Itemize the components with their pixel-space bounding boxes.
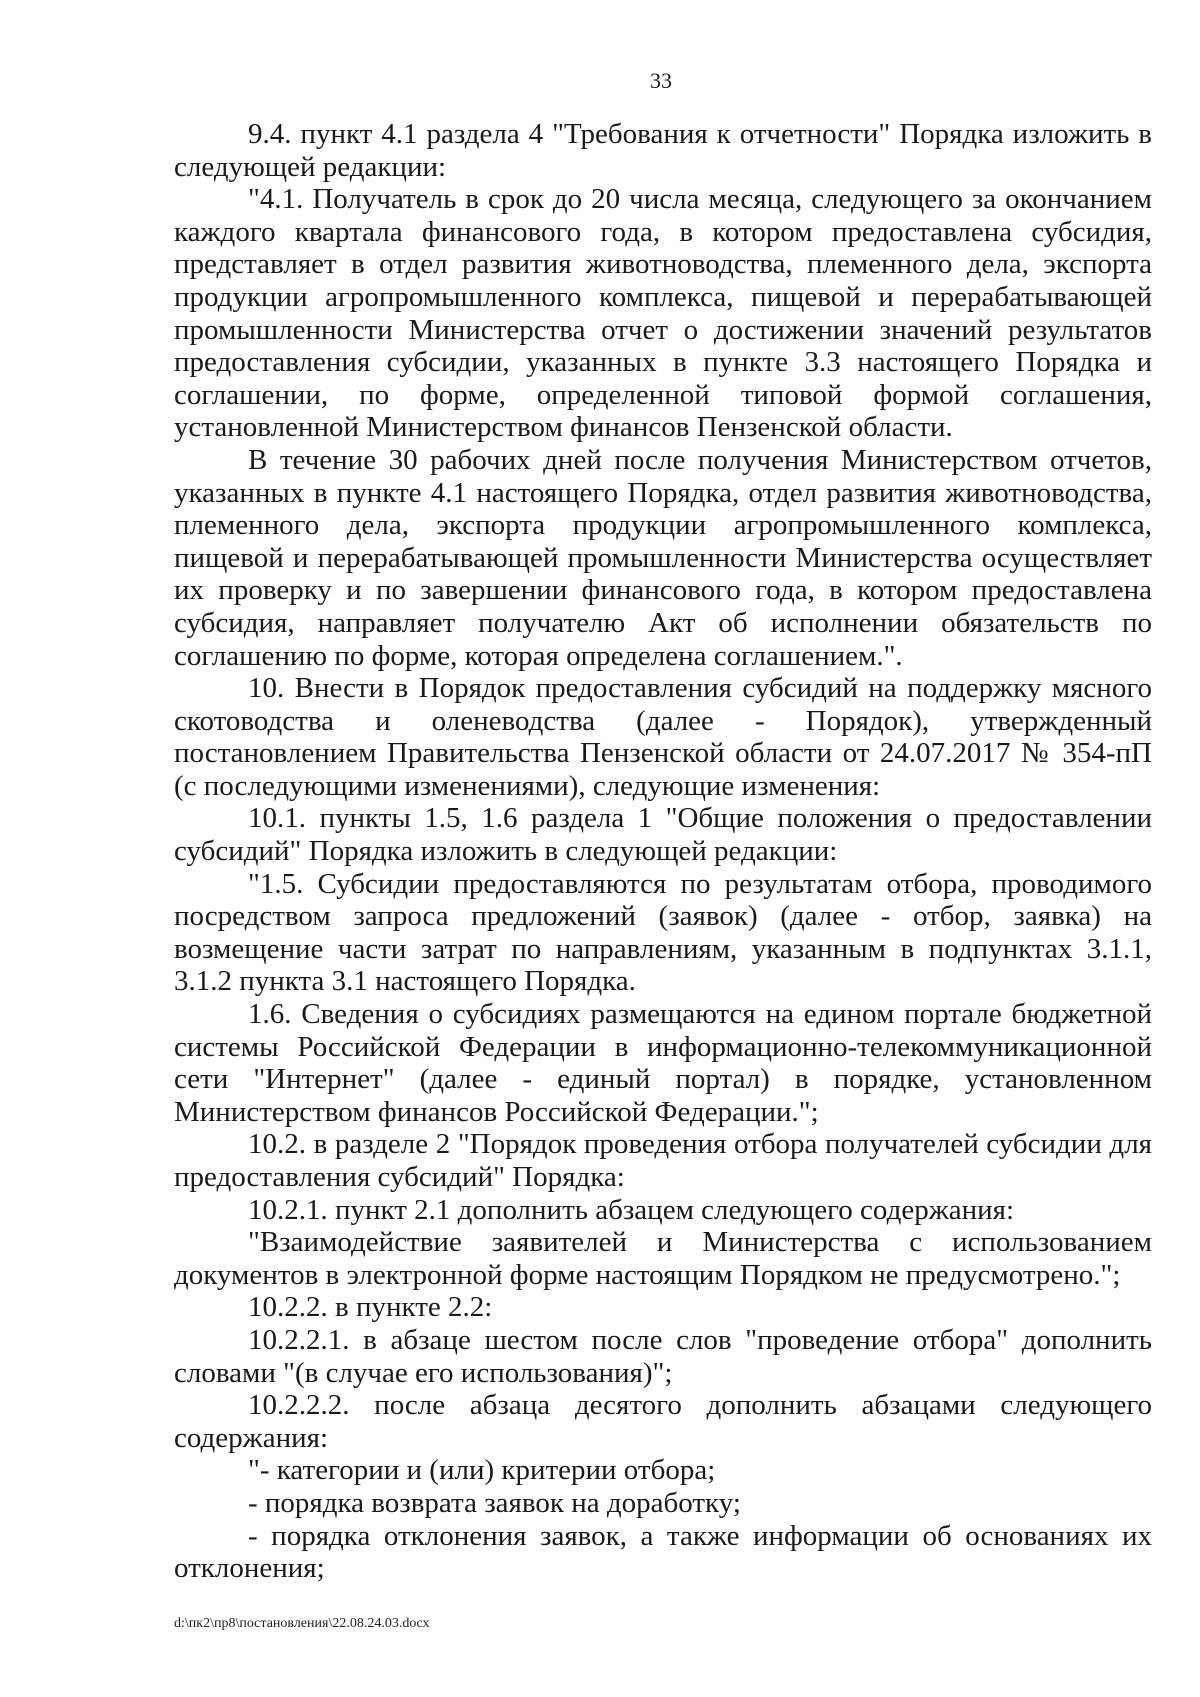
- paragraph-1-6: 1.6. Сведения о субсидиях размещаются на едином портале бюджетной системы Российской Федерации в информационно-телекоммуникационной сети "Интернет" (далее - единый портал) в порядке, установленном Министерством финансов Российской Федерации.";: [174, 998, 1152, 1128]
- list-item-return-order: - порядка возврата заявок на доработку;: [248, 1486, 741, 1519]
- paragraph-interaction: "Взаимодействие заявителей и Министерства с использованием документов в электронной форме настоящим Порядком не предусмотрено.";: [174, 1226, 1152, 1291]
- paragraph-10: 10. Внести в Порядок предоставления субсидий на поддержку мясного скотоводства и оленеводства (далее - Порядок), утвержденный постановлением Правительства Пензенской области от 24.07.2017 № 354-пП (с последующими изменениями), следующие изменения:: [174, 672, 1152, 802]
- paragraph-10-2: 10.2. в разделе 2 "Порядок проведения отбора получателей субсидии для предоставления субсидий" Порядка:: [174, 1128, 1152, 1193]
- paragraph-10-2-1: 10.2.1. пункт 2.1 дополнить абзацем следующего содержания:: [248, 1193, 1015, 1226]
- list-item-rejection-order: - порядка отклонения заявок, а также информации об основаниях их отклонения;: [174, 1519, 1152, 1585]
- page-number: 33: [650, 68, 672, 93]
- paragraph-1-5: "1.5. Субсидии предоставляются по результатам отбора, проводимого посредством запроса предложений (заявок) (далее - отбор, заявка) на возмещение части затрат по направлениям, указанным в подпунктах 3.1.1, 3.1.2 пункта 3.1 настоящего Порядка.: [174, 867, 1152, 998]
- paragraph-10-2-2-1: 10.2.2.1. в абзаце шестом после слов "проведение отбора" дополнить словами "(в случае его использования)";: [174, 1323, 1152, 1389]
- footer-file-path: d:\пк2\пр8\постановления\22.08.24.03.docx: [174, 1616, 430, 1631]
- paragraph-10-2-2: 10.2.2. в пункте 2.2:: [248, 1291, 493, 1324]
- paragraph-10-1: 10.1. пункты 1.5, 1.6 раздела 1 "Общие положения о предоставлении субсидий" Порядка изложить в следующей редакции:: [174, 802, 1152, 868]
- paragraph-9-4: 9.4. пункт 4.1 раздела 4 "Требования к отчетности" Порядка изложить в следующей редакции:: [174, 118, 1152, 183]
- paragraph-10-2-2-2: 10.2.2.2. после абзаца десятого дополнить абзацами следующего содержания:: [174, 1389, 1152, 1454]
- paragraph-4-1: "4.1. Получатель в срок до 20 числа месяца, следующего за окончанием каждого квартала финансового года, в котором предоставлена субсидия, представляет в отдел развития животноводства, племенного дела, экспорта продукции агропромышленного комплекса, пищевой и перерабатывающей промышленности Министерства отчет о достижении значений результатов предоставления субсидии, указанных в пункте 3.3 настоящего Порядка и соглашении, по форме, определенной типовой формой соглашения, установленной Министерством финансов Пензенской области.: [174, 183, 1152, 444]
- list-item-categories: "- категории и (или) критерии отбора;: [248, 1454, 716, 1487]
- paragraph-report-check: В течение 30 рабочих дней после получения Министерством отчетов, указанных в пункте 4.1 настоящего Порядка, отдел развития животноводства, племенного дела, экспорта продукции агропромышленного комплекса, пищевой и перерабатывающей промышленности Министерства осуществляет их проверку и по завершении финансового года, в котором предоставлена субсидия, направляет получателю Акт об исполнении обязательств по соглашению по форме, которая определена соглашением.".: [174, 443, 1152, 672]
- document-body: [174, 118, 1152, 1585]
